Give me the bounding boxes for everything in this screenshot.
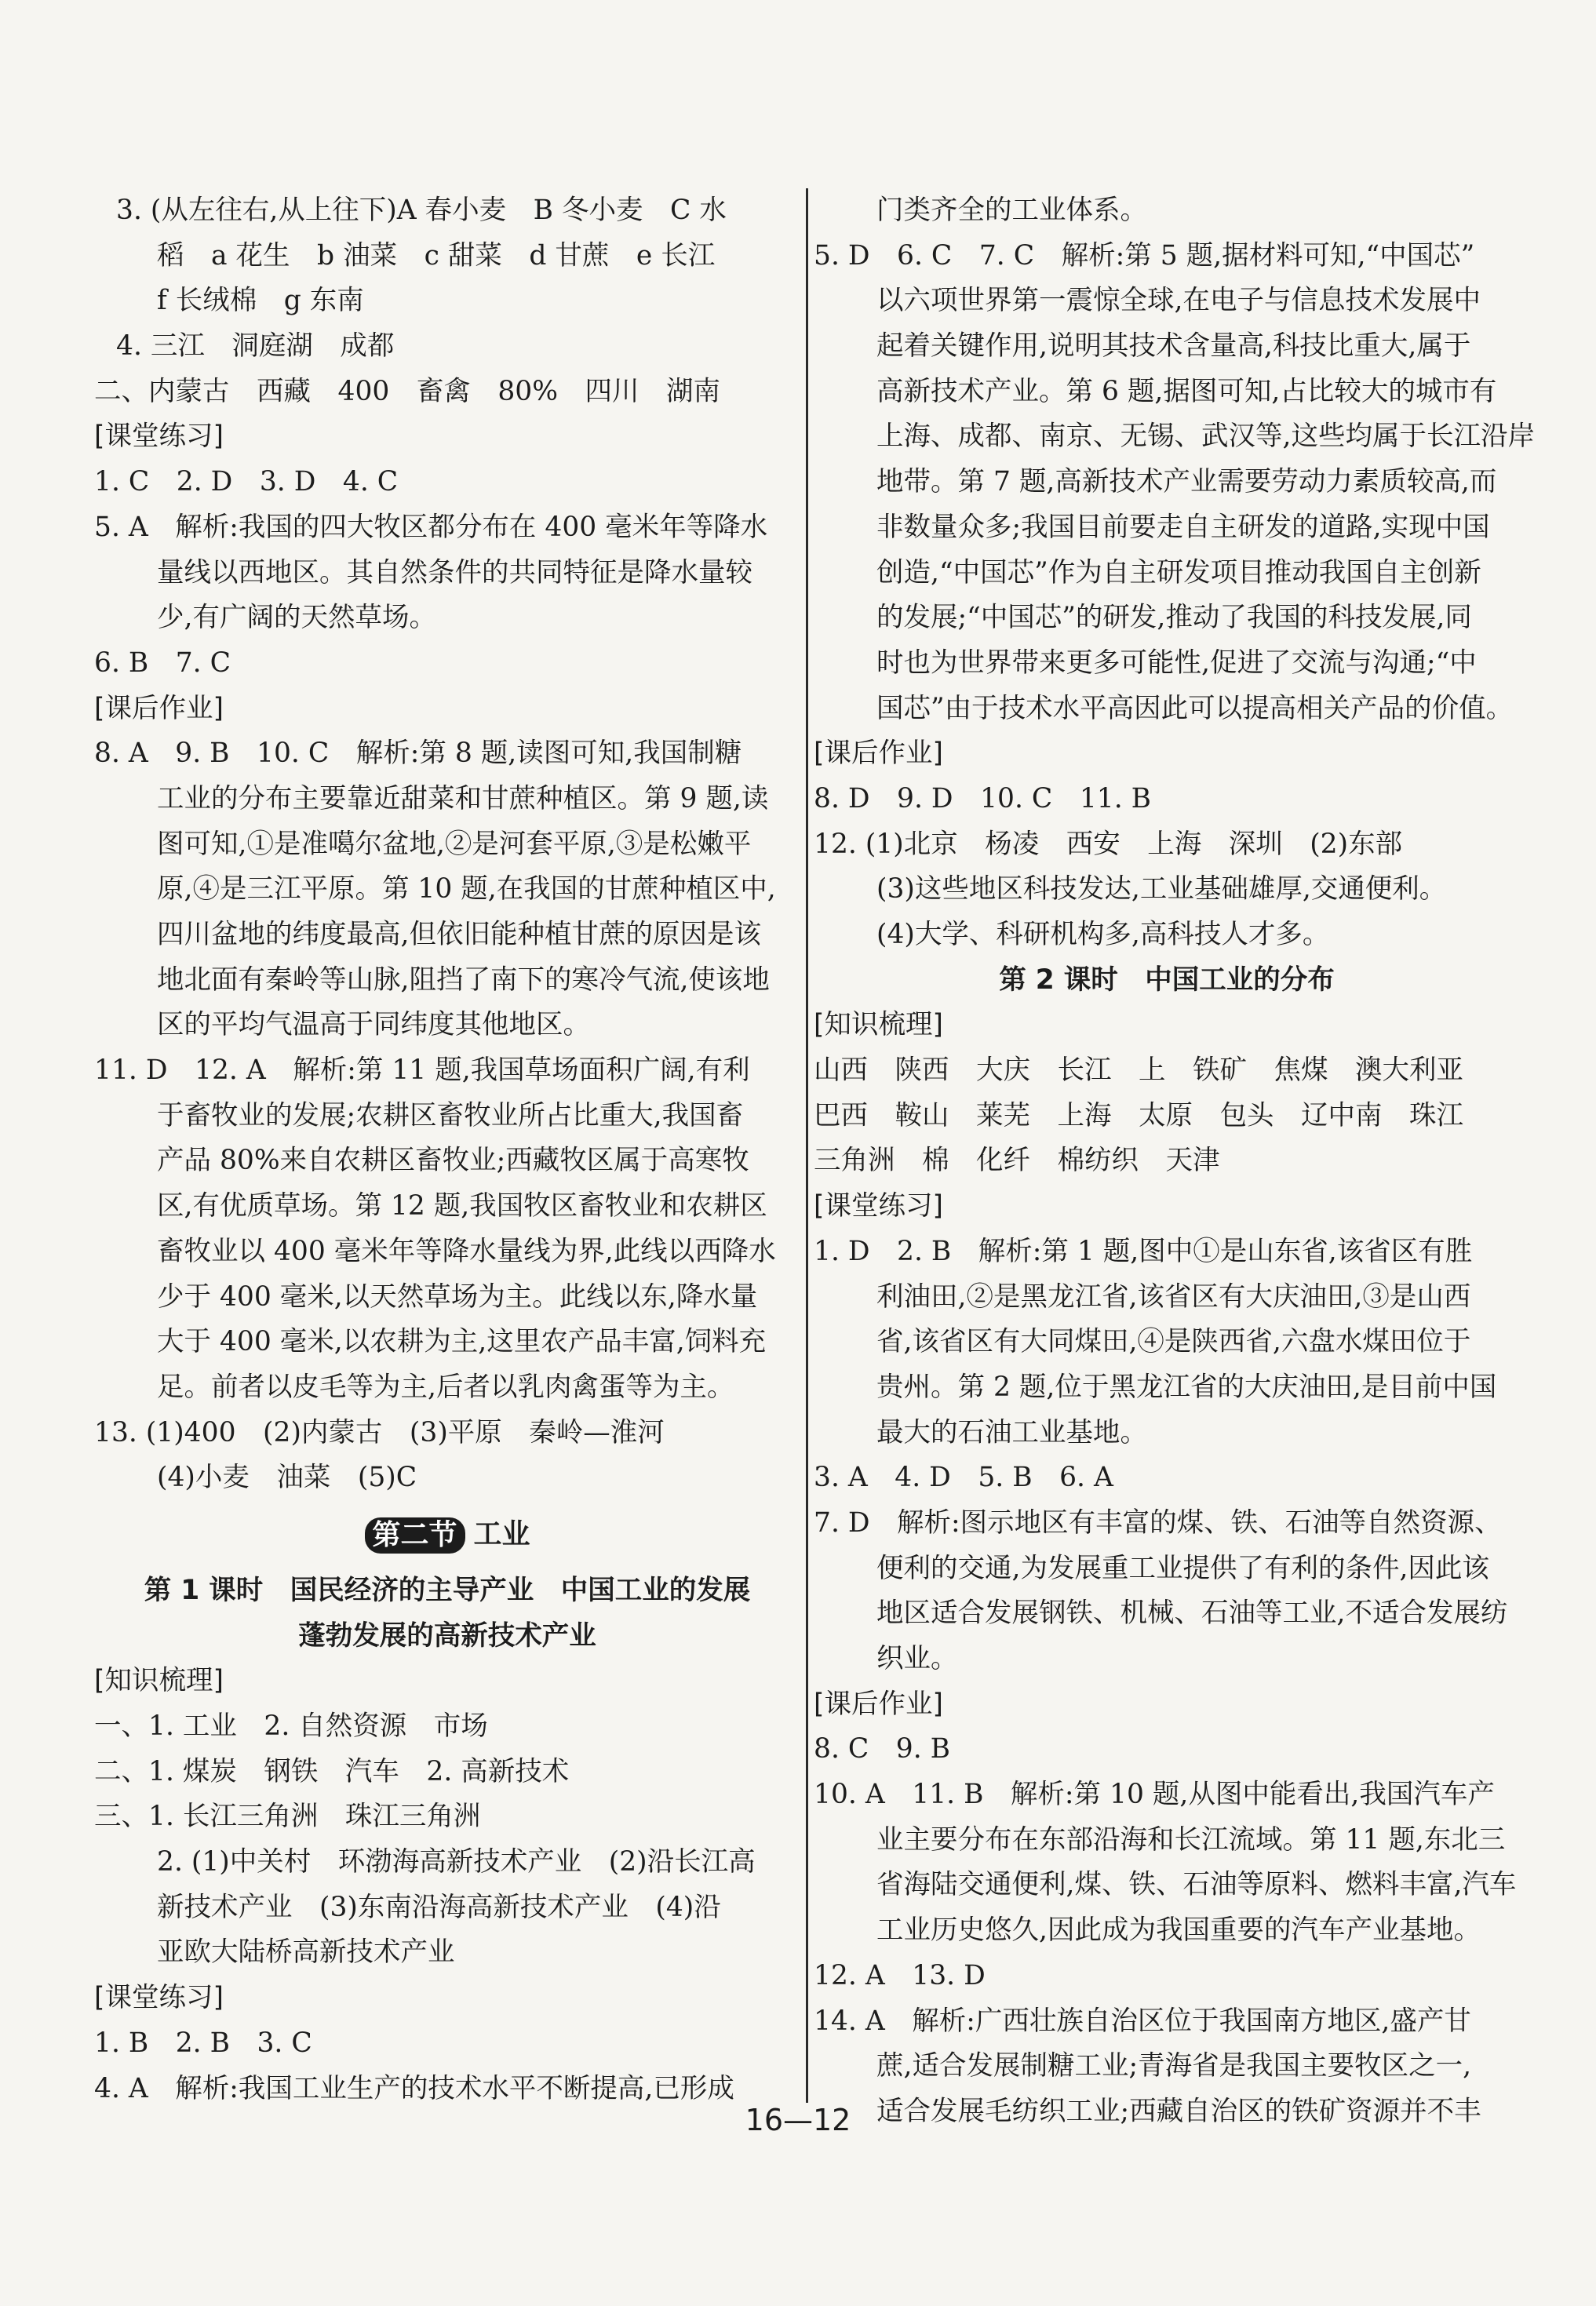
answer-line: 蔗,适合发展制糖工业;青海省是我国主要牧区之一, bbox=[876, 2050, 1472, 2082]
answer-line: 二、内蒙古 西藏 400 畜禽 80% 四川 湖南 bbox=[94, 375, 721, 407]
answer-line: 12. (1)北京 杨凌 西安 上海 深圳 (2)东部 bbox=[814, 828, 1403, 860]
answer-line: 四川盆地的纬度最高,但依旧能种植甘蔗的原因是该 bbox=[157, 919, 761, 950]
answer-line: 1. D 2. B 解析:第 1 题,图中①是山东省,该省区有胜 bbox=[814, 1235, 1473, 1267]
subsection-heading: [课后作业] bbox=[94, 692, 224, 724]
answer-line: 8. C 9. B bbox=[814, 1733, 951, 1765]
answer-line: 上海、成都、南京、无锡、武汉等,这些均属于长江沿岸 bbox=[876, 421, 1535, 453]
answer-line: 的发展;“中国芯”的研发,推动了我国的科技发展,同 bbox=[876, 602, 1472, 634]
answer-line: 区,有优质草场。第 12 题,我国牧区畜牧业和农耕区 bbox=[157, 1190, 767, 1222]
answer-line: 足。前者以皮毛等为主,后者以乳肉禽蛋等为主。 bbox=[157, 1371, 734, 1403]
section-badge: 第二节 bbox=[365, 1517, 465, 1554]
answer-line: 高新技术产业。第 6 题,据图可知,占比较大的城市有 bbox=[876, 375, 1497, 407]
answer-line: 亚欧大陆桥高新技术产业 bbox=[157, 1936, 455, 1969]
answer-line: 1. C 2. D 3. D 4. C bbox=[94, 466, 399, 498]
right-column bbox=[814, 188, 1535, 2135]
answer-line: 适合发展毛纺织工业;西藏自治区的铁矿资源并不丰 bbox=[876, 2095, 1481, 2127]
answer-line: 省,该省区有大同煤田,④是陕西省,六盘水煤田位于 bbox=[876, 1326, 1471, 1358]
answer-line: 织业。 bbox=[876, 1643, 958, 1674]
answer-line: 产品 80%来自农耕区畜牧业;西藏牧区属于高寒牧 bbox=[157, 1145, 749, 1177]
answer-line: 5. D 6. C 7. C 解析:第 5 题,据材料可知,“中国芯” bbox=[814, 239, 1475, 271]
answer-line: 14. A 解析:广西壮族自治区位于我国南方地区,盛产甘 bbox=[814, 2005, 1471, 2037]
section-title: 工业 bbox=[473, 1517, 530, 1550]
answer-line: 11. D 12. A 解析:第 11 题,我国草场面积广阔,有利 bbox=[94, 1055, 750, 1087]
answer-line: 二、1. 煤炭 钢铁 汽车 2. 高新技术 bbox=[94, 1755, 570, 1787]
answer-line: 地北面有秦岭等山脉,阻挡了南下的寒冷气流,使该地 bbox=[157, 964, 770, 996]
answer-line: 1. B 2. B 3. C bbox=[94, 2027, 312, 2059]
answer-line: 时也为世界带来更多可能性,促进了交流与沟通;“中 bbox=[876, 647, 1477, 679]
answer-line: 三、1. 长江三角洲 珠江三角洲 bbox=[94, 1801, 481, 1833]
subsection-heading: [知识梳理] bbox=[814, 1009, 943, 1041]
answer-line: 大于 400 毫米,以农耕为主,这里农产品丰富,饲料充 bbox=[157, 1326, 767, 1358]
answer-line: 便利的交通,为发展重工业提供了有利的条件,因此该 bbox=[876, 1552, 1489, 1584]
answer-line: 贵州。第 2 题,位于黑龙江省的大庆油田,是目前中国 bbox=[876, 1371, 1497, 1403]
answer-line: 业主要分布在东部沿海和长江流域。第 11 题,东北三 bbox=[876, 1823, 1506, 1856]
answer-line: (4)大学、科研机构多,高科技人才多。 bbox=[876, 919, 1330, 950]
answer-line: (3)这些地区科技发达,工业基础雄厚,交通便利。 bbox=[876, 873, 1447, 905]
answer-line: 少,有广阔的天然草场。 bbox=[157, 602, 436, 634]
lesson-subtitle: 蓬勃发展的高新技术产业 bbox=[298, 1619, 596, 1652]
subsection-heading: [课堂练习] bbox=[94, 1982, 224, 2014]
answer-line: 畜牧业以 400 毫米年等降水量线为界,此线以西降水 bbox=[157, 1235, 776, 1267]
answer-line: 4. 三江 洞庭湖 成都 bbox=[116, 330, 395, 362]
subsection-heading: [课后作业] bbox=[814, 738, 943, 770]
answer-line: 创造,“中国芯”作为自主研发项目推动我国自主创新 bbox=[876, 556, 1481, 588]
section-heading bbox=[94, 1501, 800, 1568]
answer-line: 起着关键作用,说明其技术含量高,科技比重大,属于 bbox=[876, 330, 1471, 362]
subsection-heading: [课堂练习] bbox=[94, 421, 224, 453]
answer-line: 新技术产业 (3)东南沿海高新技术产业 (4)沿 bbox=[157, 1891, 721, 1923]
lesson-title: 第 2 课时 中国工业的分布 bbox=[999, 964, 1335, 996]
page-number: 16—12 bbox=[745, 2103, 851, 2137]
answer-line: 4. A 解析:我国工业生产的技术水平不断提高,已形成 bbox=[94, 2072, 734, 2104]
subsection-heading: [知识梳理] bbox=[94, 1665, 224, 1697]
answer-line: 三角洲 棉 化纤 棉纺织 天津 bbox=[814, 1145, 1220, 1177]
answer-line: 稻 a 花生 b 油菜 c 甜菜 d 甘蔗 e 长江 bbox=[157, 239, 716, 271]
answer-line: 利油田,②是黑龙江省,该省区有大庆油田,③是山西 bbox=[876, 1281, 1471, 1313]
left-column bbox=[94, 188, 800, 2111]
answer-line: 地区适合发展钢铁、机械、石油等工业,不适合发展纺 bbox=[876, 1597, 1508, 1630]
answer-line: 少于 400 毫米,以天然草场为主。此线以东,降水量 bbox=[157, 1281, 758, 1313]
answer-line: 山西 陕西 大庆 长江 上 铁矿 焦煤 澳大利亚 bbox=[814, 1055, 1463, 1087]
lesson-title: 第 1 课时 国民经济的主导产业 中国工业的发展 bbox=[144, 1574, 751, 1606]
answer-line: 2. (1)中关村 环渤海高新技术产业 (2)沿长江高 bbox=[157, 1846, 756, 1878]
answer-line: 5. A 解析:我国的四大牧区都分布在 400 毫米年等降水 bbox=[94, 511, 768, 543]
answer-line: 8. D 9. D 10. C 11. B bbox=[814, 782, 1152, 814]
answer-line: 巴西 鞍山 莱芜 上海 太原 包头 辽中南 珠江 bbox=[814, 1099, 1463, 1131]
answer-line: (4)小麦 油菜 (5)C bbox=[157, 1462, 417, 1494]
answer-line: 13. (1)400 (2)内蒙古 (3)平原 秦岭—淮河 bbox=[94, 1416, 665, 1448]
answer-line: 量线以西地区。其自然条件的共同特征是降水量较 bbox=[157, 556, 752, 588]
answer-line: 10. A 11. B 解析:第 10 题,从图中能看出,我国汽车产 bbox=[814, 1779, 1495, 1811]
answer-line: 区的平均气温高于同纬度其他地区。 bbox=[157, 1009, 590, 1041]
answer-line: 地带。第 7 题,高新技术产业需要劳动力素质较高,而 bbox=[876, 466, 1497, 498]
answer-line: 原,④是三江平原。第 10 题,在我国的甘蔗种植区中, bbox=[157, 873, 776, 905]
answer-line: 省海陆交通便利,煤、铁、石油等原料、燃料丰富,汽车 bbox=[876, 1869, 1517, 1901]
answer-line: 门类齐全的工业体系。 bbox=[876, 195, 1147, 226]
answer-line: 以六项世界第一震惊全球,在电子与信息技术发展中 bbox=[876, 285, 1481, 317]
answer-line: f 长绒棉 g 东南 bbox=[157, 285, 364, 317]
subsection-heading: [课后作业] bbox=[814, 1688, 943, 1720]
answer-line: 12. A 13. D bbox=[814, 1959, 986, 1991]
answer-line: 3. (从左往右,从上往下)A 春小麦 B 冬小麦 C 水 bbox=[116, 195, 727, 226]
answer-line: 一、1. 工业 2. 自然资源 市场 bbox=[94, 1710, 488, 1742]
answer-line: 工业历史悠久,因此成为我国重要的汽车产业基地。 bbox=[876, 1914, 1481, 1947]
answer-line: 于畜牧业的发展;农耕区畜牧业所占比重大,我国畜 bbox=[157, 1099, 744, 1131]
answer-line: 8. A 9. B 10. C 解析:第 8 题,读图可知,我国制糖 bbox=[94, 738, 742, 770]
answer-line: 图可知,①是准噶尔盆地,②是河套平原,③是松嫩平 bbox=[157, 828, 752, 860]
column-divider bbox=[806, 188, 808, 2103]
answer-line: 7. D 解析:图示地区有丰富的煤、铁、石油等自然资源、 bbox=[814, 1506, 1502, 1539]
subsection-heading: [课堂练习] bbox=[814, 1190, 943, 1222]
answer-line: 最大的石油工业基地。 bbox=[876, 1416, 1147, 1448]
answer-line: 国芯”由于技术水平高因此可以提高相关产品的价值。 bbox=[876, 692, 1514, 724]
answer-line: 3. A 4. D 5. B 6. A bbox=[814, 1462, 1113, 1494]
answer-line: 6. B 7. C bbox=[94, 647, 231, 679]
answer-line: 非数量众多;我国目前要走自主研发的道路,实现中国 bbox=[876, 511, 1490, 543]
answer-line: 工业的分布主要靠近甜菜和甘蔗种植区。第 9 题,读 bbox=[157, 782, 769, 814]
